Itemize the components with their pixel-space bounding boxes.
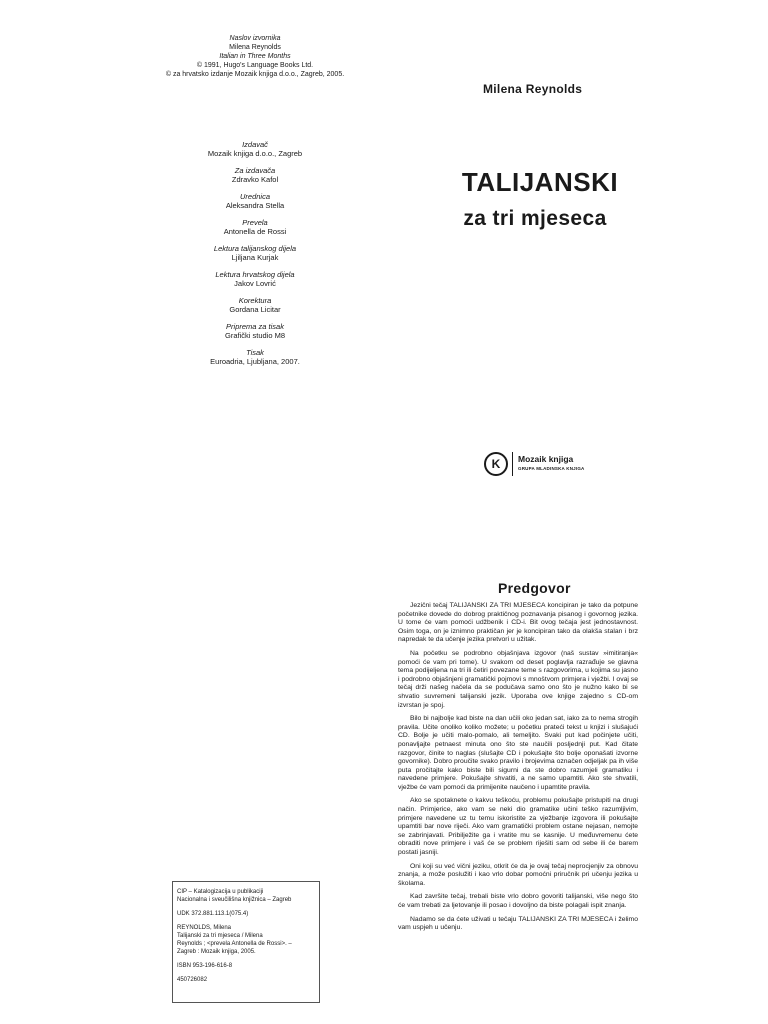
- credit-name: Gordana Licitar: [229, 305, 281, 314]
- cip-line: Nacionalna i sveučilišna knjižnica – Zagreb: [177, 897, 292, 903]
- cip-record-box: [172, 881, 320, 1003]
- credit-entry: [150, 166, 360, 184]
- cip-number: 450726082: [177, 977, 208, 983]
- original-title-label: Naslov izvornika: [229, 35, 281, 42]
- preface-title: Predgovor: [498, 580, 571, 596]
- credit-entry: [150, 322, 360, 340]
- credit-name: Grafički studio M8: [224, 331, 286, 340]
- preface-paragraph: Jezični tečaj TALIJANSKI ZA TRI MJESECA koncipiran je tako da potpune početnike dovede do dobrog praktičnog poznavanja pisanog i govornog jezika. U tome će vam pomoći udžbenik i CD-i. Bit ovog tečaja jest jednostavnost. Osim toga, on je iznimno praktičan jer je koncipiran tako da olakša stalan i brz napredak te da učenje jezika pretvori u užitak.: [398, 602, 638, 644]
- credit-role: Tisak: [246, 348, 264, 357]
- credit-role: Urednica: [239, 192, 270, 201]
- credit-role: Prevela: [242, 218, 268, 227]
- credit-name: Euroadria, Ljubljana, 2007.: [210, 357, 300, 366]
- logo-divider: [512, 452, 513, 476]
- credit-entry: [150, 270, 360, 288]
- credits-list: [150, 140, 360, 374]
- credit-name: Antonella de Rossi: [223, 227, 287, 236]
- preface-paragraph: Oni koji su već vični jeziku, otkrit će da je ovaj tečaj neprocjenjiv za obnovu znanja, a može poslužiti i kao vrlo dobar pomoćni priručnik pri učenju jezika u školama.: [398, 862, 638, 887]
- credit-role: Za izdavača: [234, 166, 276, 175]
- credit-entry: [150, 296, 360, 314]
- preface-paragraph: Bilo bi najbolje kad biste na dan učili oko jedan sat, iako za to nema strogih pravila. Učite onoliko koliko možete; u početku prateći tekst u knjizi i slušajući CD. Bolje je učiti malo-pomalo, ali temeljito. Svaki put kad počinjete učiti, ponavljajte petnaest minuta ono što ste naučili posljednji put. Kad čitate razgovor, činite to naglas (slušajte CD i pokušajte što bolje oponašati izvorne govornike). Dobro proučite svako pravilo i brojevima označen odjeljak pa ih više puta pročitajte kako biste bili sigurni da ste dobro razumjeli gramatiku i navedene primjere. Pokušajte shvatiti, a ne samo upamtiti. Ako ste shvatili, vježbe će vam pomoći da primijenite naučeno i upamtite pravila.: [398, 715, 638, 791]
- preface-paragraph: Kad završite tečaj, trebali biste vrlo dobro govoriti talijanski, više nego što će vam trebati za ljetovanje ili posao i dovoljno da biste polagali ispit znanja.: [398, 893, 638, 909]
- credit-entry: [150, 140, 360, 158]
- original-edition-info: [140, 34, 370, 79]
- original-copyright: © 1991, Hugo's Language Books Ltd.: [196, 62, 314, 69]
- book-title: TALIJANSKI: [461, 167, 619, 197]
- credit-role: Priprema za tisak: [226, 322, 284, 331]
- credit-entry: [150, 348, 360, 366]
- publisher-logo: [484, 452, 604, 476]
- credit-name: Ljiljana Kurjak: [231, 253, 279, 262]
- cip-entry: Reynolds ; <prevela Antonella de Rossi>. –: [177, 941, 292, 947]
- credit-role: Izdavač: [242, 140, 268, 149]
- credit-role: Lektura talijanskog dijela: [213, 244, 297, 253]
- credit-entry: [150, 218, 360, 236]
- cip-entry: Talijanski za tri mjeseca / Milena: [177, 933, 263, 939]
- credit-role: Korektura: [238, 296, 272, 305]
- mozaik-k-logo-icon: K: [484, 452, 508, 476]
- preface-body: [398, 602, 638, 938]
- credit-entry: [150, 244, 360, 262]
- credit-name: Mozaik knjiga d.o.o., Zagreb: [207, 149, 303, 158]
- credit-name: Aleksandra Stella: [225, 201, 285, 210]
- original-title: Italian in Three Months: [219, 53, 291, 60]
- original-author: Milena Reynolds: [229, 44, 281, 51]
- publisher-name: Mozaik knjiga: [518, 454, 574, 464]
- preface-paragraph: Nadamo se da ćete uživati u tečaju TALIJANSKI ZA TRI MJESECA i želimo vam uspjeh u učenju.: [398, 915, 638, 932]
- preface-paragraph: Ako se spotaknete o kakvu teškoću, problemu pokušajte pristupiti na drugi način. Primjerice, ako vam se neki dio gramatike učini teško razumljivim, primjere navedene uz tu temu iskoristite za vježbanje izgovora ili pokušajte upamtiti bar nove riječi. Ako vam gramatički problem ostane nejasan, nemojte se zabrinjavati. Pribilježite ga i vratite mu se kasnije. U međuvremenu ćete obraditi nove primjere i vaš će se problem riješiti sam od sebe ili će barem postati jasniji.: [398, 797, 638, 857]
- cip-entry: Zagreb : Mozaik knjiga, 2005.: [177, 949, 256, 955]
- preface-paragraph: Na početku se podrobno objašnjava izgovor (naš sustav »imitiranja« pomoći će vam pri tome). U svakom od deset poglavlja razrađuje se glavna tema podijeljena na tri ili četiri povezane teme s razgovorima, u kojima su jasno i podrobno objašnjeni gramatički pojmovi s mnoštvom primjera i vježbi. I ovaj se tečaj drži našeg načela da se podučava samo ono što je nužno kako bi se shvatio suvremeni talijanski jezik. Uporaba ove knjige zajedno s CD-om izvrstan je spoj.: [398, 649, 638, 709]
- credit-entry: [150, 192, 360, 210]
- publisher-group: GRUPA MLADINSKA KNJIGA: [518, 466, 585, 471]
- cip-entry: REYNOLDS, Milena: [177, 925, 232, 931]
- book-subtitle: za tri mjeseca: [463, 207, 607, 230]
- credit-name: Zdravko Kafol: [231, 175, 279, 184]
- cip-line: CIP – Katalogizacija u publikaciji: [177, 889, 264, 895]
- croatian-rights: © za hrvatsko izdanje Mozaik knjiga d.o.o., Zagreb, 2005.: [165, 71, 345, 78]
- book-author: Milena Reynolds: [483, 82, 583, 96]
- cip-isbn: ISBN 953-196-616-8: [177, 963, 233, 969]
- credit-role: Lektura hrvatskog dijela: [215, 270, 295, 279]
- credit-name: Jakov Lovrić: [234, 279, 276, 288]
- cip-udk: UDK 372.881.113.1(075.4): [177, 911, 249, 917]
